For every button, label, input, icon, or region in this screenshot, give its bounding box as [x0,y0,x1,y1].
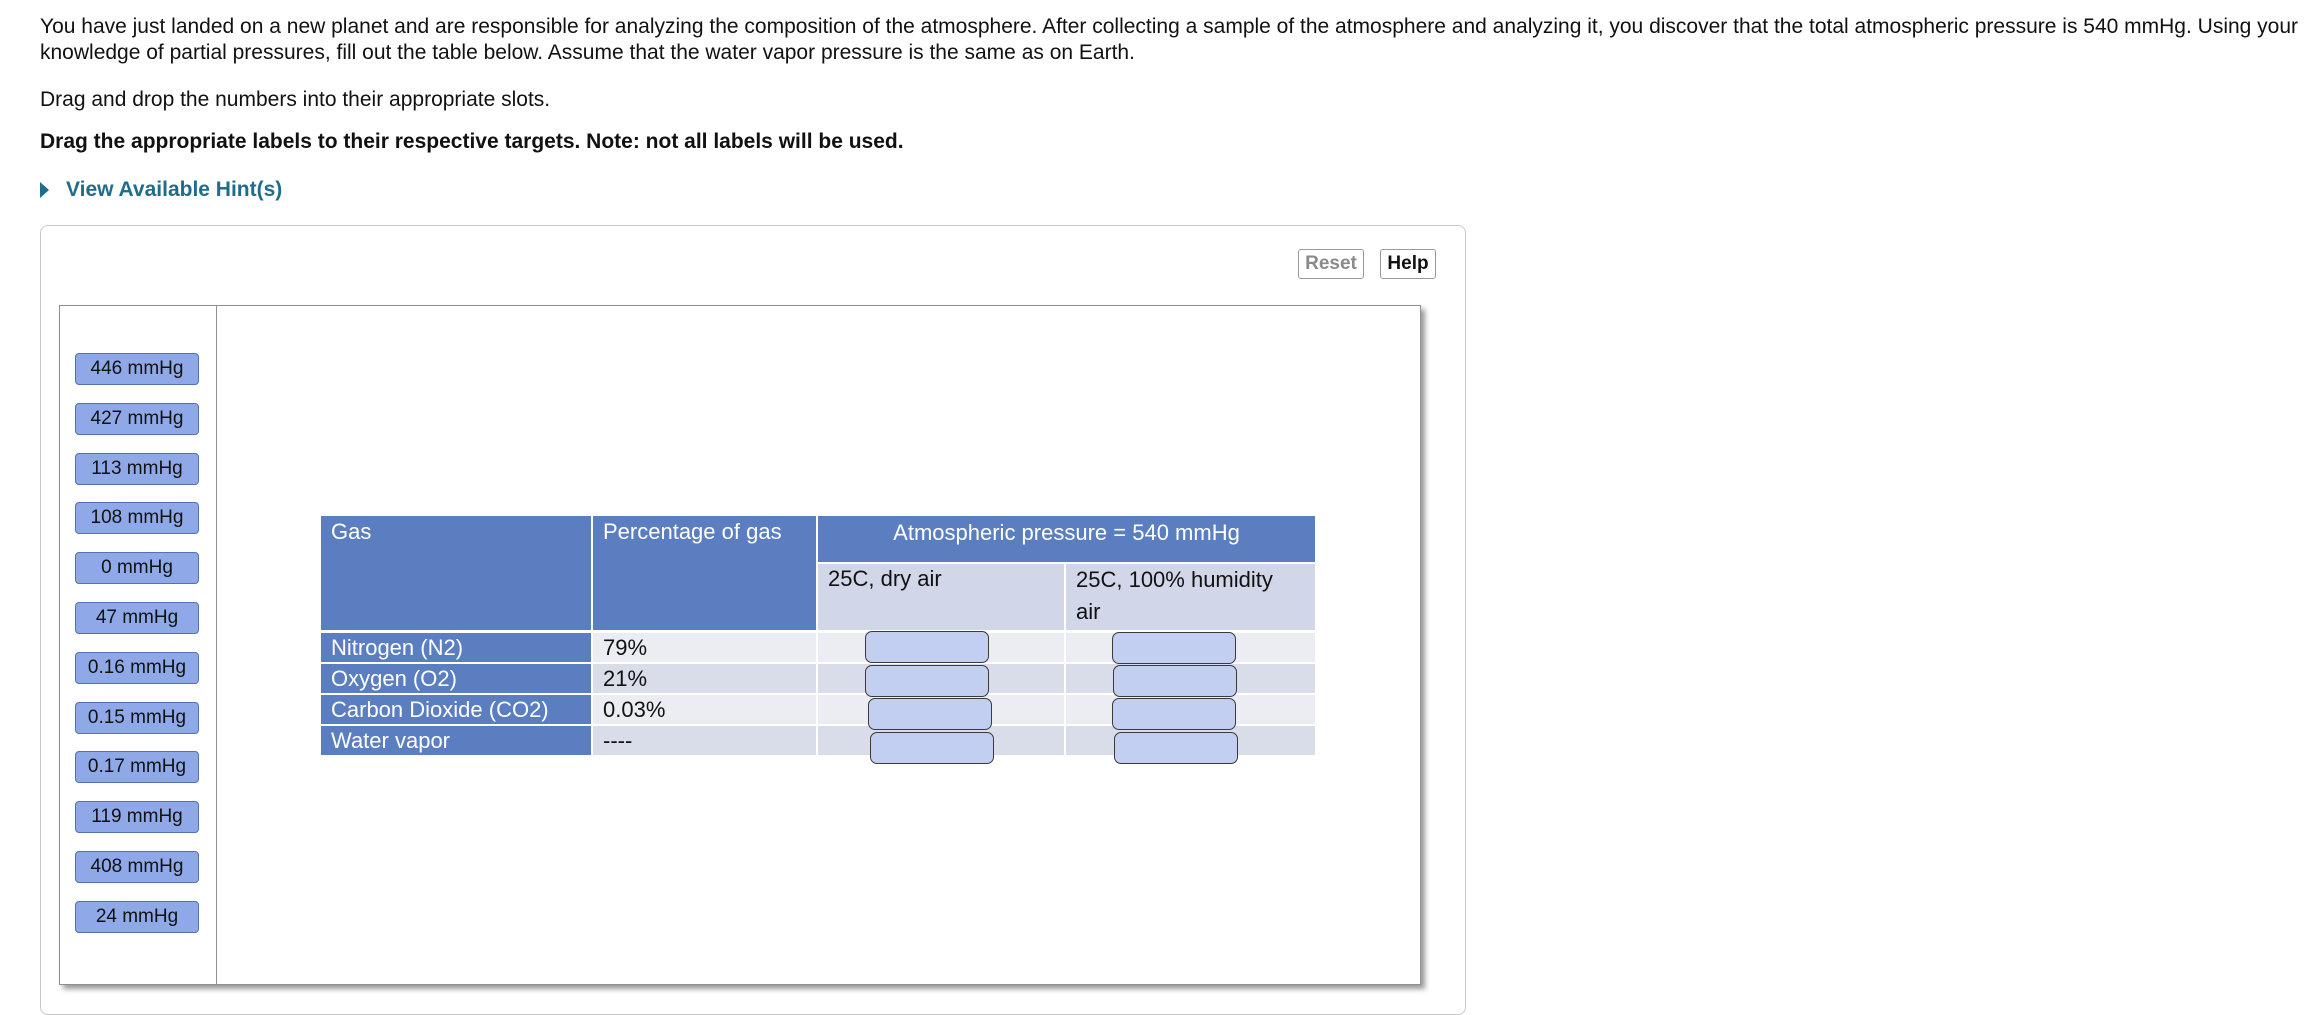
gas-percent-nitrogen: 79% [593,633,816,662]
drop-target-oxygen-dry[interactable] [865,665,989,697]
drag-label[interactable]: 119 mmHg [75,801,199,833]
drag-label[interactable]: 446 mmHg [75,353,199,385]
drag-label[interactable]: 108 mmHg [75,502,199,534]
gas-percent-oxygen: 21% [593,664,816,693]
drop-target-nitrogen-dry[interactable] [865,631,989,663]
table-header-dry-air: 25C, dry air [818,564,1064,630]
drag-label[interactable]: 47 mmHg [75,602,199,634]
instruction-text: Drag and drop the numbers into their appropriate slots. [40,88,551,111]
label-bank [60,306,217,984]
table-header-gas: Gas [321,516,591,630]
drag-drop-canvas [59,305,1421,985]
drop-target-co2-dry[interactable] [868,698,992,730]
table-header-humid-air [1066,564,1315,630]
drop-target-water-vapor-humid[interactable] [1114,732,1238,764]
drop-target-co2-humid[interactable] [1112,698,1236,730]
gas-name-nitrogen: Nitrogen (N2) [321,633,591,662]
view-hints-label: View Available Hint(s) [66,178,283,201]
gas-name-co2: Carbon Dioxide (CO2) [321,695,591,724]
view-hints-link[interactable] [40,178,282,202]
table-header-humid-line2: air [1076,599,1101,624]
drag-label[interactable]: 24 mmHg [75,901,199,933]
drag-drop-panel [40,225,1466,1015]
drag-label[interactable]: 0.15 mmHg [75,702,199,734]
drag-label[interactable]: 113 mmHg [75,453,199,485]
drag-label[interactable]: 427 mmHg [75,403,199,435]
gas-percent-co2: 0.03% [593,695,816,724]
question-text: You have just landed on a new planet and are responsible for analyzing the composition of the atmosphere. After collecting a sample of the atmosphere and analyzing it, you discover that the total atmospheric pressure is 540 mmHg. Using your knowledge of partial pressures, fill out the table below. Assume that the water vapor pressure is the same as on Earth. [40,15,2299,64]
drop-target-nitrogen-humid[interactable] [1112,632,1236,664]
gas-name-water-vapor: Water vapor [321,726,591,755]
table-header-pressure: Atmospheric pressure = 540 mmHg [818,516,1315,562]
drag-label[interactable]: 0 mmHg [75,552,199,584]
instruction-bold-text: Drag the appropriate labels to their respective targets. Note: not all labels will be used. [40,130,904,153]
help-button[interactable]: Help [1380,249,1436,279]
reset-button[interactable]: Reset [1298,249,1364,279]
table-header-humid-line1: 25C, 100% humidity [1076,567,1273,592]
drop-target-water-vapor-dry[interactable] [870,732,994,764]
gas-percent-water-vapor: ---- [593,726,816,755]
gas-name-oxygen: Oxygen (O2) [321,664,591,693]
table-header-percentage: Percentage of gas [593,516,816,630]
expand-triangle-icon [40,182,49,198]
drag-label[interactable]: 0.16 mmHg [75,652,199,684]
drag-label[interactable]: 408 mmHg [75,851,199,883]
drop-target-oxygen-humid[interactable] [1113,665,1237,697]
drag-label[interactable]: 0.17 mmHg [75,751,199,783]
